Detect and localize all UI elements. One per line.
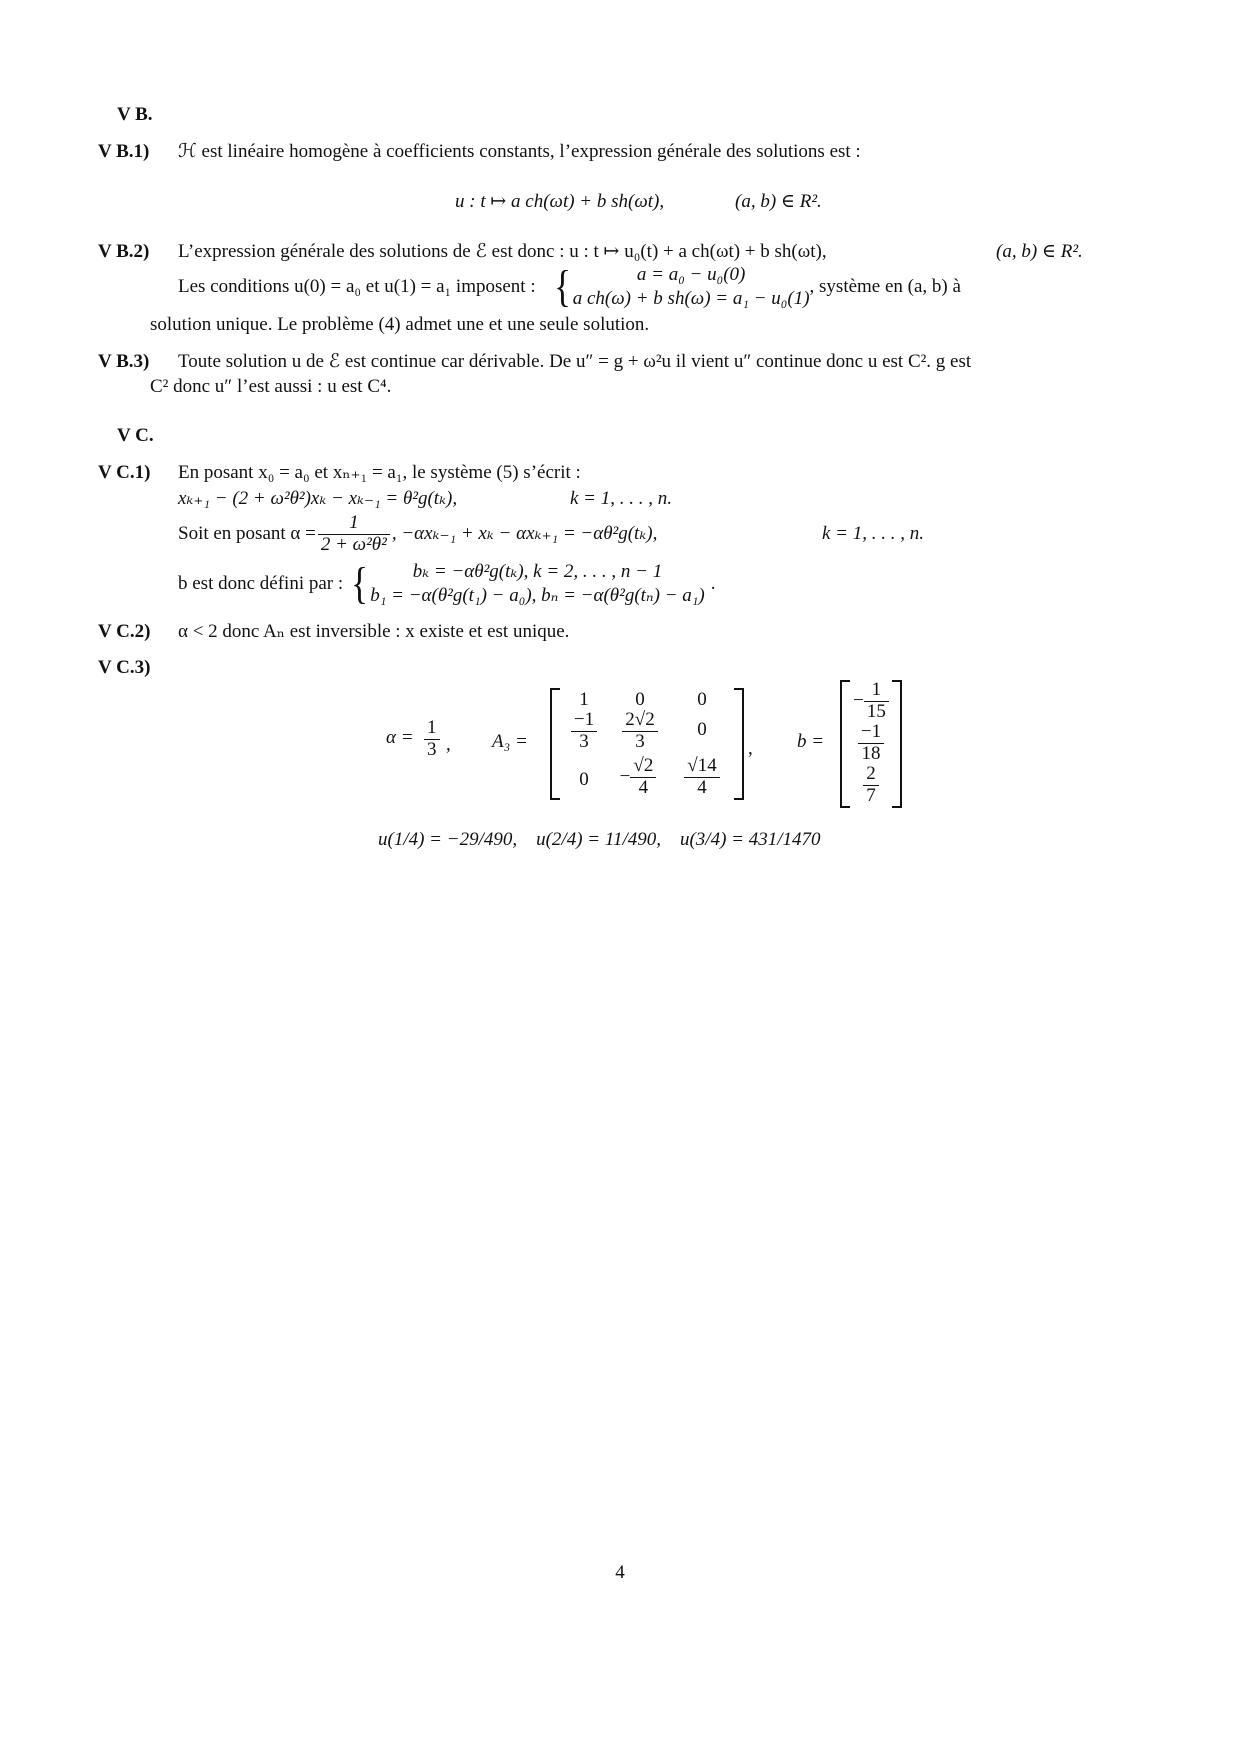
matrix-cell: 0 — [697, 719, 707, 740]
vector-b-lhs: b = — [797, 731, 825, 752]
alpha-denominator: 2 + ω²θ² — [320, 533, 387, 555]
results-line: u(1/4) = −29/490, u(2/4) = 11/490, u(3/4) = 431/1470 — [378, 829, 821, 850]
matrix-cell: 0 — [635, 689, 645, 710]
system-line-1: a = a₀ − u₀(0) — [636, 264, 746, 286]
left-brace: { — [553, 262, 571, 311]
b-definition-system — [370, 560, 704, 608]
vector-cell: − $\frac{1}{15}$ — [846, 680, 896, 723]
alpha-lhs: α = — [386, 727, 414, 748]
alpha-definition-line — [178, 506, 657, 562]
item-label-vc1: V C.1) — [98, 462, 151, 483]
matrix-cell: $\frac{2√2}{3}$ — [616, 710, 664, 753]
recurrence-range: k = 1, . . . , n. — [570, 488, 673, 509]
formula-vb1: u : t ↦ a ch(ωt) + b sh(ωt), — [455, 191, 665, 212]
section-heading-vb: V B. — [117, 104, 153, 125]
b-system-line-1: bₖ = −αθ²g(tₖ), k = 2, . . . , n − 1 — [412, 561, 663, 583]
b-definition-intro: b est donc défini par : — [178, 573, 344, 595]
conditions-line-vb2 — [178, 262, 961, 312]
item-label-vb1: V B.1) — [98, 141, 150, 162]
matrix-a3-separator: , — [748, 738, 753, 759]
system-range: k = 1, . . . , n. — [822, 523, 925, 544]
matrix-cell: $\frac{√14}{4}$ — [676, 756, 728, 799]
matrix-cell: 0 — [579, 769, 589, 790]
matrix-a3 — [550, 688, 744, 800]
recurrence-equation: xₖ₊₁ − (2 + ω²θ²)xₖ − xₖ₋₁ = θ²g(tₖ), — [178, 488, 458, 509]
item-label-vc2: V C.2) — [98, 621, 151, 642]
matrix-a3-lhs: A₃ = — [492, 731, 528, 752]
system-equation: , −αxₖ₋₁ + xₖ − αxₖ₊₁ = −αθ²g(tₖ), — [391, 523, 658, 545]
vector-b — [840, 680, 902, 808]
item-text-vb1: ℋ est linéaire homogène à coefficients constants, l’expression générale des solutions est : — [178, 141, 861, 162]
b-definition-line — [178, 558, 715, 610]
b-definition-end: . — [710, 573, 716, 595]
item-text-vb3-line2: C² donc u″ l’est aussi : u est C⁴. — [150, 376, 392, 397]
item-text-vb2: L’expression générale des solutions de ℰ est donc : u : t ↦ u₀(t) + a ch(ωt) + b sh(ωt), — [178, 241, 827, 262]
system-line-2: a ch(ω) + b sh(ω) = a₁ − u₀(1) — [572, 288, 810, 309]
item-label-vb2: V B.2) — [98, 241, 150, 262]
item-text-vc1-line1: En posant x₀ = a₀ et xₙ₊₁ = a₁, le système (5) s’écrit : — [178, 462, 581, 483]
conditions-after: , système en (a, b) à — [809, 276, 961, 298]
alpha-numerator: 1 — [318, 513, 390, 535]
item-label-vb3: V B.3) — [98, 351, 150, 372]
page-number: 4 — [615, 1562, 625, 1583]
vector-cell: $\frac{-1}{18}$ — [846, 722, 896, 765]
item-label-vc3: V C.3) — [98, 657, 151, 678]
alpha-intro: Soit en posant α = — [178, 523, 316, 545]
item-continuation-vb2: solution unique. Le problème (4) admet une et une seule solution. — [150, 314, 650, 335]
alpha-value-denominator: 3 — [427, 738, 437, 760]
matrix-cell: 0 — [697, 689, 707, 710]
vector-cell: $\frac{2}{7}$ — [846, 764, 896, 807]
alpha-value-fraction — [424, 718, 440, 761]
item-text-vb3-line1: Toute solution u de ℰ est continue car dérivable. De u″ = g + ω²u il vient u″ continue donc u est C². g est — [178, 351, 972, 372]
matrix-cell: 1 — [579, 689, 589, 710]
item-text-vc2: α < 2 donc Aₙ est inversible : x existe et est unique. — [178, 621, 570, 642]
matrix-cell: $\frac{-1}{3}$ — [564, 710, 604, 753]
formula-domain-vb1: (a, b) ∈ R². — [735, 191, 822, 212]
alpha-separator: , — [446, 734, 451, 755]
b-system-line-2: b₁ = −α(θ²g(t₁) − a₀), bₙ = −α(θ²g(tₙ) − a₁) — [370, 585, 705, 606]
matrix-cell: − $\frac{√2}{4}$ — [608, 756, 668, 799]
conditions-intro: Les conditions u(0) = a₀ et u(1) = a₁ imposent : — [178, 276, 536, 298]
formula-domain-vb2: (a, b) ∈ R². — [996, 241, 1083, 262]
alpha-value-numerator: 1 — [424, 718, 440, 740]
left-brace: { — [351, 559, 369, 608]
alpha-fraction — [318, 513, 390, 556]
section-heading-vc: V C. — [117, 425, 154, 446]
conditions-system — [573, 263, 810, 311]
